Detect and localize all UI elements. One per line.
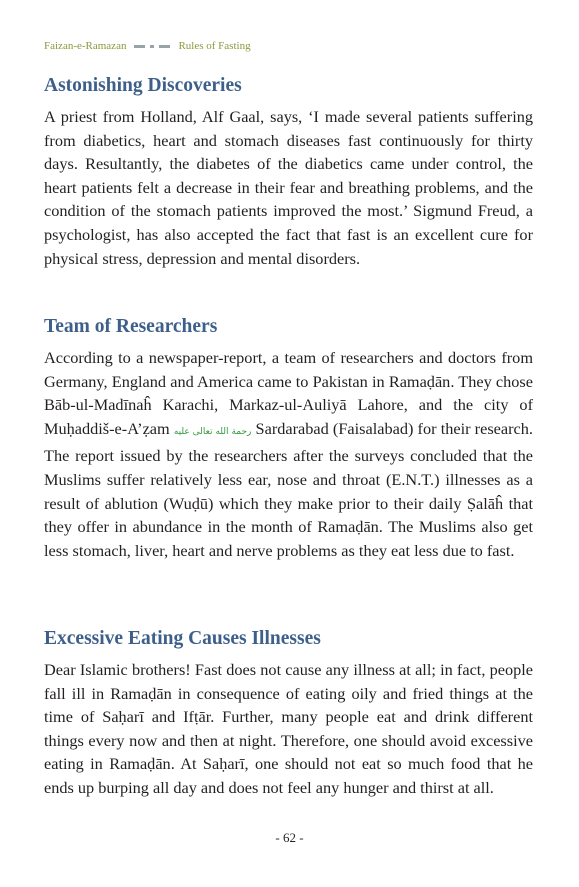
section-excessive-eating xyxy=(44,626,533,800)
body-text-part-1: According to a newspaper-report, a team of researchers and doctors from Germany, England and America came to Pakistan in Ramaḍān. They chose Bāb-ul-Madīnaĥ Karachi, Markaz-ul-Auliyā Lahore, and the city of Muḥaddiš-e-A’ẓam xyxy=(44,348,533,438)
header-separator xyxy=(134,45,170,48)
section-heading: Team of Researchers xyxy=(44,316,218,337)
section-body: Dear Islamic brothers! Fast does not cause any illness at all; in fact, people fall ill in Ramaḍān in consequence of eating oily and fried things at the time of Saḥarī and Ifṭār. Further, many people eat and drink different things every now and then at night. Therefore, one should avoid excessive eating in Ramaḍān. At Saḥarī, one should not eat so much food that he ends up burping all day and does not feel any hunger and thirst at all. xyxy=(44,660,533,797)
honorific-text: رحمة الله تعالى عليه xyxy=(173,426,252,437)
section-heading: Astonishing Discoveries xyxy=(44,75,242,96)
section-heading: Excessive Eating Causes Illnesses xyxy=(44,628,321,649)
section-astonishing-discoveries xyxy=(44,73,533,270)
section-team-of-researchers xyxy=(44,314,533,562)
section-body xyxy=(44,346,533,562)
book-title: Faizan-e-Ramazan xyxy=(44,40,127,52)
page-number: - 62 - xyxy=(275,830,304,845)
chapter-title: Rules of Fasting xyxy=(178,40,251,52)
section-body: A priest from Holland, Alf Gaal, says, ‘I made several patients suffering from diabetics, heart and stomach diseases fast continuously for thirty days. Resultantly, the diabetes of the diabetics came under control, the heart patients felt a decrease in their fear and breathing problems, and the condition of the stomach patients improved the most.’ Sigmund Freud, a psychologist, has also accepted the fact that fast is an excellent cure for physical stress, depression and mental disorders. xyxy=(44,107,533,268)
body-text-part-2: Sardarabad (Faisalabad) for their research. The report issued by the researchers after the surveys concluded that the Muslims suffer relatively less ear, nose and throat (E.N.T.) illnesses as a result of ablution (Wuḍū) which they make prior to their daily Ṣalāĥ that they offer in abundance in the month of Ramaḍān. The Muslims also get less stomach, liver, heart and nerve problems as they eat less due to fast. xyxy=(44,418,533,560)
running-header xyxy=(44,38,251,54)
